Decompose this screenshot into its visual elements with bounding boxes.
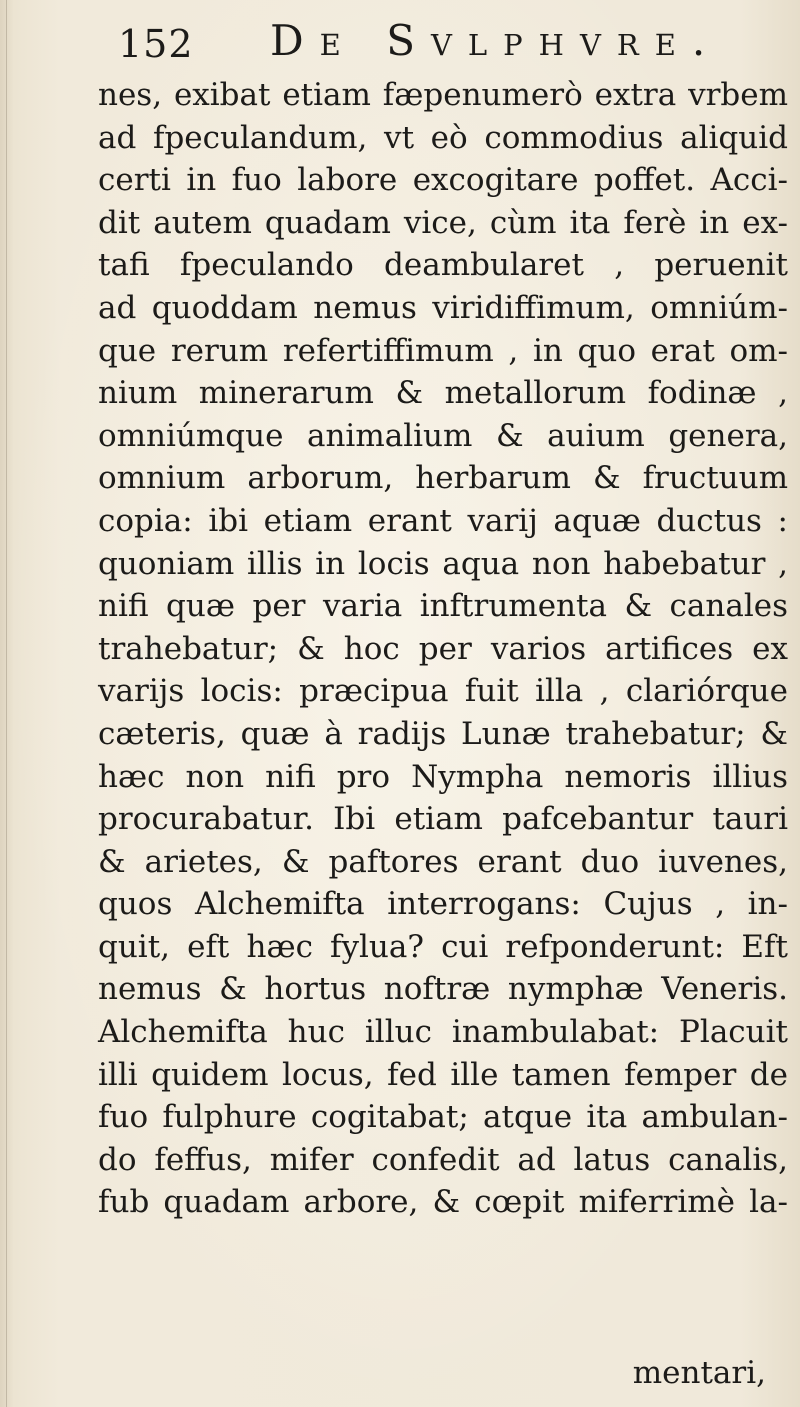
text-line: quit, eft hæc fylua? cui refponderunt: Eft — [98, 928, 788, 965]
text-line: copia: ibi etiam erant varij aquæ ductus : — [98, 502, 788, 539]
text-line: certi in fuo labore excogitare poffet. Acci- — [98, 162, 788, 199]
text-line: tafi fpeculando deambularet , peruenit — [98, 247, 788, 284]
catchword-row — [0, 1352, 780, 1394]
text-line: hæc non nifi pro Nympha nemoris illius — [98, 758, 788, 795]
text-line: varijs locis: præcipua fuit illa , clariórque — [98, 673, 788, 710]
page-gutter-edge — [6, 0, 7, 1407]
page-number: 152 — [118, 22, 194, 66]
text-line: ad fpeculandum, vt eò commodius aliquid — [98, 119, 788, 156]
catchword: mentari, — [632, 1355, 766, 1391]
text-line: trahebatur; & hoc per varios artifices ex — [98, 630, 788, 667]
text-line: quos Alchemifta interrogans: Cujus , in- — [98, 886, 788, 923]
text-line: cæteris, quæ à radijs Lunæ trahebatur; & — [98, 715, 788, 752]
text-line: fuo fulphure cogitabat; atque ita ambulan- — [98, 1099, 788, 1136]
text-line: quoniam illis in locis aqua non habebatur , — [98, 545, 788, 582]
text-line: nes, exibat etiam fæpenumerò extra vrbem — [98, 77, 788, 113]
text-line: que rerum refertiffimum , in quo erat om- — [98, 332, 788, 369]
text-line: fub quadam arbore, & cœpit miferrimè la- — [98, 1184, 788, 1221]
running-head: De Svlphvre. — [270, 16, 722, 65]
text-line: nium minerarum & metallorum fodinæ , — [98, 375, 788, 412]
text-line: ad quoddam nemus viridiffimum, omniúm- — [98, 289, 788, 326]
text-line: omniúmque animalium & auium genera, — [98, 417, 788, 454]
text-line: do feffus, mifer confedit ad latus canalis, — [98, 1141, 788, 1178]
page-header — [0, 14, 800, 74]
text-line: nifi quæ per varia inftrumenta & canales — [98, 588, 788, 625]
body-text — [98, 74, 788, 1224]
text-line: dit autem quadam vice, cùm ita ferè in ex- — [98, 204, 788, 241]
text-line: & arietes, & paftores erant duo iuvenes, — [98, 843, 788, 880]
text-line: illi quidem locus, fed ille tamen femper de — [98, 1056, 788, 1093]
text-line: procurabatur. Ibi etiam pafcebantur tauri — [98, 801, 788, 838]
text-line: nemus & hortus noftræ nymphæ Veneris. — [98, 971, 788, 1008]
text-line: Alchemifta huc illuc inambulabat: Placuit — [98, 1014, 788, 1051]
text-line: omnium arborum, herbarum & fructuum — [98, 460, 788, 497]
